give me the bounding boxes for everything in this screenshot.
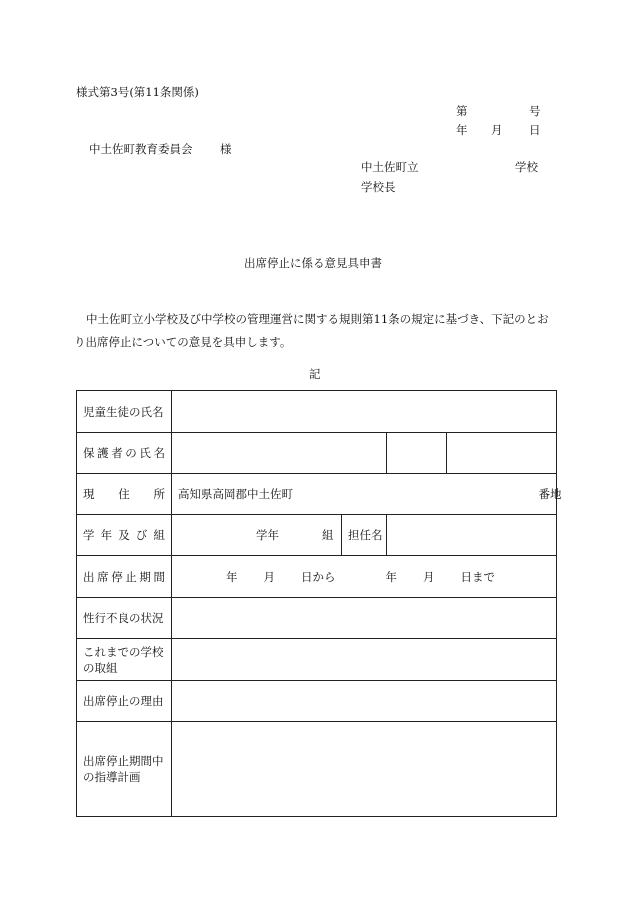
row-suspension-period	[77, 556, 557, 598]
addressee-suffix: 様	[220, 142, 232, 156]
label-misconduct: 性行不良の状況	[77, 598, 172, 639]
grade-label: 学年	[256, 528, 279, 542]
field-grade-class[interactable]	[172, 515, 342, 556]
field-guardian-relation[interactable]	[387, 433, 447, 474]
period-month2: 月	[423, 569, 435, 584]
row-guidance-plan	[77, 722, 557, 817]
field-misconduct[interactable]	[172, 598, 557, 639]
period-month1: 月	[263, 569, 275, 584]
row-student-name	[77, 391, 557, 433]
row-school-efforts	[77, 639, 557, 681]
label-address: 現住所	[77, 474, 172, 515]
body-paragraph: 中土佐町立小学校及び中学校の管理運営に関する規則第11条の規定に基づき、下記のとおり出席停止についての意見を具申します。	[74, 312, 549, 349]
field-student-name[interactable]	[172, 391, 557, 433]
label-student-name: 児童生徒の氏名	[77, 391, 172, 433]
ki-label: 記	[309, 367, 321, 381]
period-year2: 年	[385, 569, 397, 584]
row-address	[77, 474, 557, 515]
address-suffix: 番地	[538, 487, 562, 501]
label-guardian-name: 保護者の氏名	[77, 433, 172, 474]
field-reason[interactable]	[172, 681, 557, 722]
application-form-table	[76, 390, 562, 817]
row-misconduct	[77, 598, 557, 639]
form-number: 様式第3号(第11条関係)	[76, 85, 199, 99]
period-from: 日から	[301, 569, 336, 584]
sender-principal: 学校長	[361, 180, 396, 194]
date-day: 日	[529, 123, 541, 137]
row-grade-class	[77, 515, 557, 556]
class-label: 組	[322, 528, 334, 542]
field-guidance-plan[interactable]	[172, 722, 557, 817]
homeroom-label: 担任名	[342, 515, 387, 556]
label-guidance-plan: 出席停止期間中の指導計画	[77, 722, 172, 817]
number-go: 号	[529, 104, 541, 118]
sender-school-prefix: 中土佐町立	[361, 160, 419, 174]
address-value: 高知県高岡郡中土佐町	[178, 487, 293, 501]
label-suspension-period: 出席停止期間	[77, 556, 172, 598]
field-homeroom-teacher[interactable]	[387, 515, 557, 556]
field-guardian-name[interactable]	[172, 433, 387, 474]
addressee: 中土佐町教育委員会	[89, 142, 193, 156]
date-month: 月	[491, 123, 503, 137]
row-guardian-name	[77, 433, 557, 474]
period-to: 日まで	[460, 569, 495, 584]
document-title: 出席停止に係る意見具申書	[244, 256, 382, 270]
date-year: 年	[456, 123, 468, 137]
sender-school-suffix: 学校	[515, 160, 538, 174]
field-school-efforts[interactable]	[172, 639, 557, 681]
label-reason: 出席停止の理由	[77, 681, 172, 722]
field-guardian-extra[interactable]	[447, 433, 557, 474]
field-suspension-period[interactable]	[172, 556, 557, 598]
number-dai: 第	[456, 104, 468, 118]
row-reason	[77, 681, 557, 722]
period-year1: 年	[226, 569, 238, 584]
field-address[interactable]	[172, 474, 562, 515]
label-school-efforts: これまでの学校の取組	[77, 639, 172, 681]
label-grade-class: 学年及び組	[77, 515, 172, 556]
